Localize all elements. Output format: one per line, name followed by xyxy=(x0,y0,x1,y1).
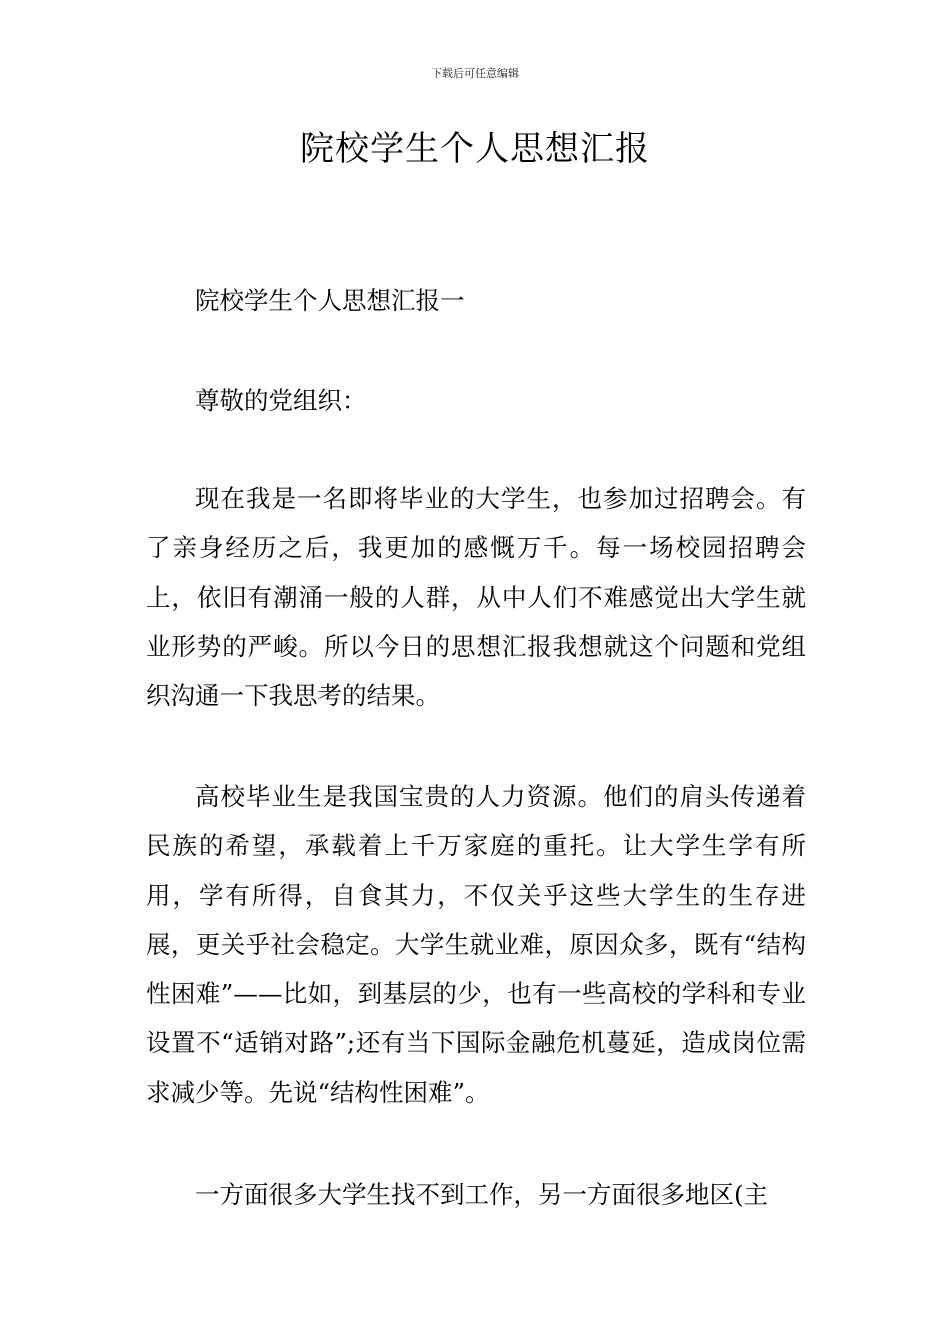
body-paragraph-1: 现在我是一名即将毕业的大学生，也参加过招聘会。有了亲身经历之后，我更加的感慨万千。每一场校园招聘会上，依旧有潮涌一般的人群，从中人们不难感觉出大学生就业形势的严峻。所以今日的思想汇报我想就这个问题和党组织沟通一下我思考的结果。 xyxy=(146,484,806,711)
document-subtitle: 院校学生个人思想汇报一 xyxy=(195,286,465,315)
body-paragraph-2: 高校毕业生是我国宝贵的人力资源。他们的肩头传递着民族的希望，承载着上千万家庭的重托。让大学生学有所用，学有所得，自食其力，不仅关乎这些大学生的生存进展，更关乎社会稳定。大学生就业难，原因众多，既有“结构性困难”——比如，到基层的少，也有一些高校的学科和专业设置不“适销对路”;还有当下国际金融危机蔓延，造成岗位需求减少等。先说“结构性困难”。 xyxy=(146,782,806,1107)
body-paragraph-3: 一方面很多大学生找不到工作，另一方面很多地区(主 xyxy=(195,1180,769,1209)
header-note: 下载后可任意编辑 xyxy=(431,67,519,80)
salutation: 尊敬的党组织： xyxy=(195,386,367,415)
document-title: 院校学生个人思想汇报 xyxy=(300,129,650,169)
